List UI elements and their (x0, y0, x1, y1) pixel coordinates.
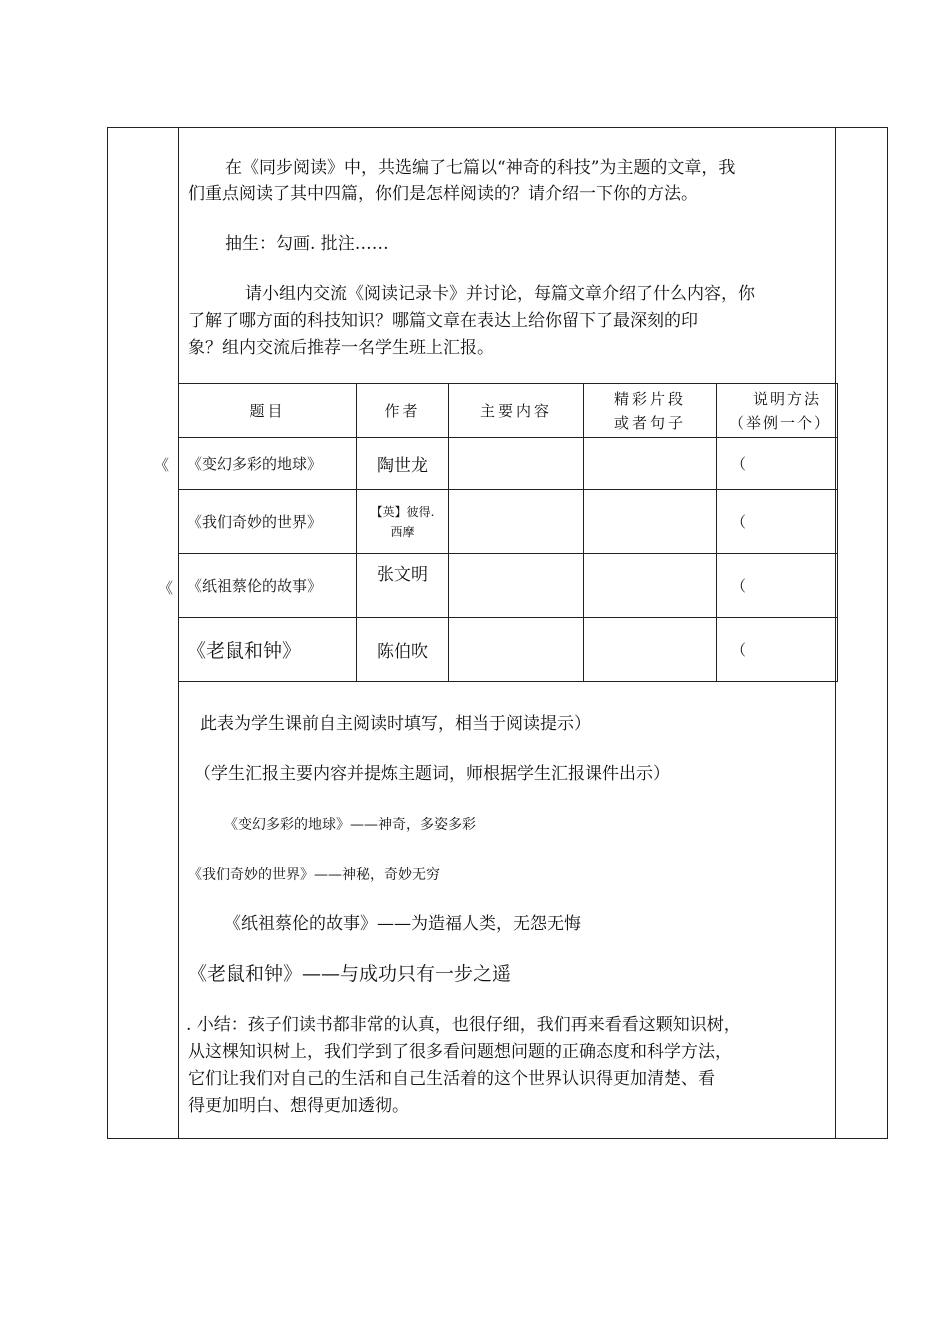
row-title: 《纸祖蔡伦的故事》 (179, 554, 357, 618)
summary-line-1: . 小结：孩子们读书都非常的认真，也很仔细，我们再来看看这颗知识树， (186, 1015, 741, 1035)
row-method: （ (717, 554, 838, 618)
table-row (179, 618, 838, 682)
row-method: （ (717, 438, 838, 490)
row-author: 陈伯吹 (357, 618, 449, 682)
summary-line-3: 它们让我们对自己的生活和自己生活着的这个世界认识得更加清楚、看 (188, 1069, 715, 1089)
reading-record-table (178, 383, 838, 682)
row-title: 《老鼠和钟》 (179, 618, 357, 682)
margin-marker-1: 《 (154, 456, 170, 474)
summary-line-4: 得更加明白、想得更加透彻。 (188, 1096, 409, 1116)
header-author: 作者 (357, 384, 449, 438)
row-content (449, 618, 584, 682)
header-method (717, 384, 838, 438)
task-line-3: 象？组内交流后推荐一名学生班上汇报。 (188, 338, 494, 358)
header-excerpt-line-2: 或者句子 (613, 413, 686, 432)
intro-line-1: 在《同步阅读》中，共选编了七篇以“神奇的科技”为主题的文章，我 (225, 158, 736, 178)
theme-line-4: 《老鼠和钟》——与成功只有一步之遥 (188, 963, 512, 985)
theme-line-2: 《我们奇妙的世界》——神秘，奇妙无穷 (188, 867, 440, 883)
intro-line-2: 们重点阅读了其中四篇，你们是怎样阅读的？请介绍一下你的方法。 (188, 184, 698, 204)
header-excerpt (584, 384, 717, 438)
report-note: （学生汇报主要内容并提炼主题词，师根据学生汇报课件出示） (194, 764, 670, 784)
student-answer: 抽生：勾画. 批注…… (225, 234, 389, 254)
row-title: 《我们奇妙的世界》 (179, 490, 357, 554)
row-method: （ (717, 490, 838, 554)
margin-marker-2: 《 (158, 579, 174, 597)
header-method-line-1: 说明方法 (752, 389, 821, 408)
task-line-1: 请小组内交流《阅读记录卡》并讨论，每篇文章介绍了什么内容，你 (245, 284, 755, 304)
table-row (179, 490, 838, 554)
row-author (357, 490, 449, 554)
row-excerpt (584, 554, 717, 618)
row-author-line-1: 【英】彼得. (370, 504, 435, 519)
header-title: 题目 (179, 384, 357, 438)
header-excerpt-line-1: 精彩片段 (613, 389, 686, 408)
row-excerpt (584, 438, 717, 490)
table-header-row (179, 384, 838, 438)
lesson-plan-frame (107, 127, 888, 1139)
theme-line-3: 《纸祖蔡伦的故事》——为造福人类，无怨无悔 (224, 914, 581, 934)
summary-line-2: 从这棵知识树上，我们学到了很多看问题想问题的正确态度和科学方法， (188, 1042, 732, 1062)
row-excerpt (584, 490, 717, 554)
row-excerpt (584, 618, 717, 682)
row-content (449, 490, 584, 554)
header-method-line-2: （举例一个） (728, 413, 831, 432)
table-row (179, 554, 838, 618)
row-author-line-2: 西摩 (390, 524, 415, 539)
row-title: 《变幻多彩的地球》 (179, 438, 357, 490)
table-row (179, 438, 838, 490)
row-author: 张文明 (357, 554, 449, 618)
task-line-2: 了解了哪方面的科技知识？哪篇文章在表达上给你留下了最深刻的印 (188, 311, 698, 331)
row-method: （ (717, 618, 838, 682)
row-content (449, 438, 584, 490)
theme-line-1 (224, 811, 476, 838)
row-content (449, 554, 584, 618)
header-content: 主要内容 (449, 384, 584, 438)
theme-line-1-text: 《变幻多彩的地球》——神奇，多姿多彩 (224, 817, 476, 833)
table-note: 此表为学生课前自主阅读时填写，相当于阅读提示） (200, 714, 591, 734)
row-author: 陶世龙 (357, 438, 449, 490)
